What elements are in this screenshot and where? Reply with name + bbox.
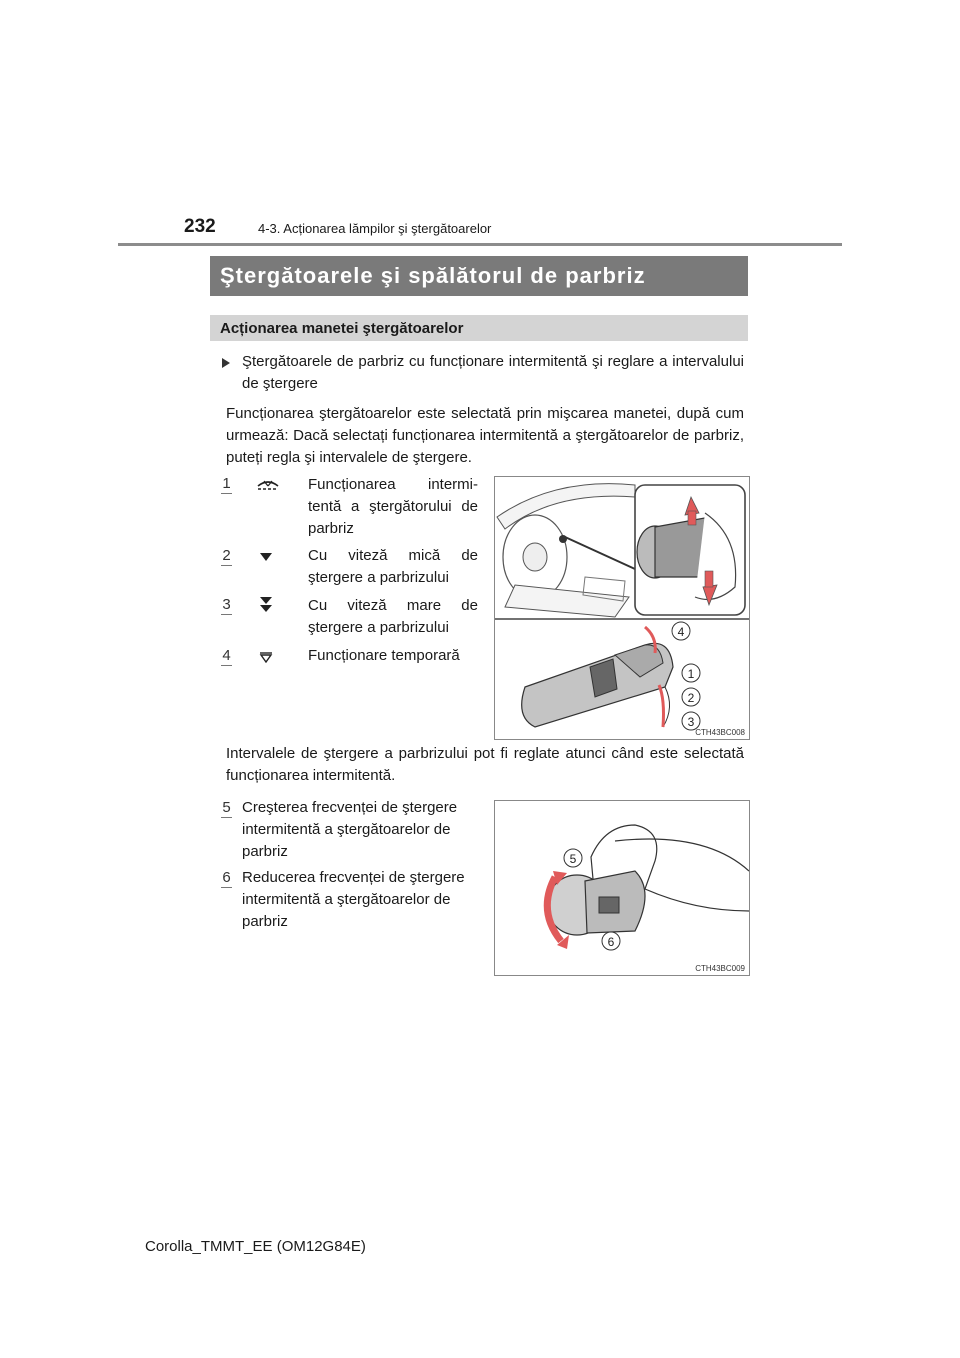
title-bar xyxy=(210,256,748,296)
fig1-label-3: 3 xyxy=(687,715,695,729)
item-text-4: Funcționare temporară xyxy=(308,647,460,664)
bullet-text: Ştergătoarele de parbriz cu funcționare intermitentă şi reglare a intervalului de ştergere xyxy=(242,353,744,392)
page-number: 232 xyxy=(184,216,216,237)
item-text-1: Funcționarea intermi-tentă a ştergătorului de parbriz xyxy=(308,476,478,537)
section-subtitle: Acționarea manetei ştergătoarelor xyxy=(220,319,464,337)
fig2-code: CTH43BC009 xyxy=(695,964,745,973)
item-number-5: 5 xyxy=(222,799,231,816)
section-path: 4-3. Acționarea lămpilor şi ştergătoarelor xyxy=(258,221,492,236)
bullet-arrow-icon xyxy=(222,358,230,368)
item-number-1: 1 xyxy=(222,475,231,492)
fig1-label-4: 4 xyxy=(677,625,685,639)
mist-icon xyxy=(256,651,276,663)
item-text-6: Reducerea frecvenței de ştergere intermitentă a ştergătoarelor de parbriz xyxy=(242,869,465,930)
item-number-3: 3 xyxy=(222,596,231,613)
item-text-5: Creşterea frecvenței de ştergere intermitentă a ştergătoarelor de parbriz xyxy=(242,799,458,860)
item-text-3: Cu viteză mare de ştergere a parbrizului xyxy=(308,597,478,636)
interval-dial-illustration xyxy=(495,801,749,975)
wiper-lever-figure xyxy=(494,476,750,740)
interval-dial-figure xyxy=(494,800,750,976)
item-number-4: 4 xyxy=(222,647,231,664)
header-rule xyxy=(118,243,842,246)
footer-model: Corolla_TMMT_EE (OM12G84E) xyxy=(145,1238,366,1255)
wiper-lever-illustration xyxy=(495,477,749,739)
page-title: Ştergătoarele şi spălătorul de parbriz xyxy=(220,263,646,288)
item-number-6: 6 xyxy=(222,869,231,886)
intro-paragraph: Funcționarea ştergătoarelor este selectată prin mişcarea manetei, după cum urmează: Dacă selectați funcționarea intermitentă a ştergătoarelor de parbriz, puteți regla şi intervalele de ştergere. xyxy=(226,405,744,466)
low-speed-icon xyxy=(256,551,276,563)
intermittent-wiper-icon xyxy=(256,478,280,492)
fig2-label-5: 5 xyxy=(569,852,577,866)
fig2-label-6: 6 xyxy=(607,935,615,949)
fig1-code: CTH43BC008 xyxy=(695,728,745,737)
item-text-2: Cu viteză mică de ştergere a parbrizului xyxy=(308,547,478,586)
interval-note: Intervalele de ştergere a parbrizului pot fi reglate atunci când este selectată funcționarea intermitentă. xyxy=(226,745,744,784)
fig1-label-1: 1 xyxy=(687,667,695,681)
subtitle-bar xyxy=(210,315,748,341)
high-speed-icon xyxy=(256,596,276,614)
fig1-label-2: 2 xyxy=(687,691,695,705)
item-number-2: 2 xyxy=(222,547,231,564)
